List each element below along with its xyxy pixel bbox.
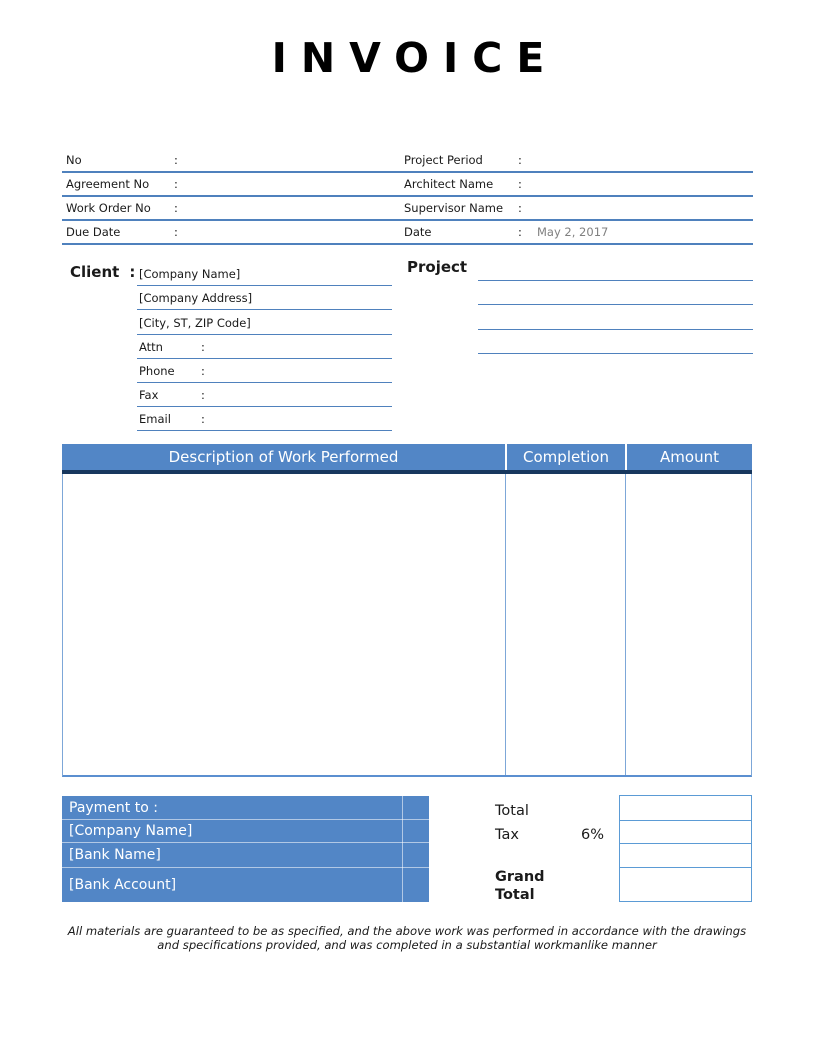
architect-name-label: Architect Name <box>404 177 494 191</box>
total-label: Total <box>495 803 529 819</box>
meta-colon: : <box>174 201 178 215</box>
attn-label: Attn <box>139 339 163 354</box>
meta-table <box>62 149 753 245</box>
project-section-label: Project <box>407 258 468 276</box>
payment-block <box>62 796 429 902</box>
client-label-text: Client <box>70 263 120 281</box>
client-field-colon: : <box>201 339 205 354</box>
no-label: No <box>66 153 82 167</box>
supervisor-name-label: Supervisor Name <box>404 201 504 215</box>
client-field-colon: : <box>201 363 205 378</box>
client-field-row <box>137 262 392 286</box>
project-fields <box>478 256 753 354</box>
meta-row <box>62 221 753 245</box>
meta-colon: : <box>518 225 522 239</box>
payment-bank-name: [Bank Name] <box>62 843 429 868</box>
client-section-label <box>70 263 135 281</box>
total-amount-box[interactable] <box>619 795 752 821</box>
agreement-no-label: Agreement No <box>66 177 150 191</box>
work-table <box>62 444 752 777</box>
project-field-line[interactable] <box>478 305 753 330</box>
disclaimer-text: All materials are guaranteed to be as specified, and the above work was performed in accordance with the drawings and specifications provided, and was completed in a substantial workmanlike manner <box>67 924 747 952</box>
completion-cell[interactable] <box>505 474 625 775</box>
totals-boxes <box>619 795 752 902</box>
meta-colon: : <box>518 201 522 215</box>
meta-colon: : <box>174 177 178 191</box>
description-cell[interactable] <box>63 474 505 775</box>
client-field-row <box>137 286 392 310</box>
email-label: Email <box>139 412 171 427</box>
blank-amount-box[interactable] <box>619 843 752 868</box>
client-company-name-label: [Company Name] <box>139 267 241 282</box>
project-field-line[interactable] <box>478 281 753 306</box>
client-colon: : <box>129 263 136 281</box>
project-period-label: Project Period <box>404 153 483 167</box>
due-date-label: Due Date <box>66 225 121 239</box>
col-header-completion: Completion <box>505 444 625 470</box>
work-order-no-label: Work Order No <box>66 201 151 215</box>
work-table-header <box>62 444 752 470</box>
meta-row <box>62 173 753 197</box>
client-field-row <box>137 407 392 431</box>
client-city-st-zip-label: [City, ST, ZIP Code] <box>139 315 251 330</box>
grand-total-amount-box[interactable] <box>619 867 752 902</box>
col-header-amount: Amount <box>625 444 752 470</box>
meta-row <box>62 149 753 173</box>
work-table-body <box>62 474 752 777</box>
project-field-line[interactable] <box>478 256 753 281</box>
meta-row <box>62 197 753 221</box>
client-field-row <box>137 335 392 359</box>
project-field-line[interactable] <box>478 330 753 355</box>
meta-colon: : <box>518 177 522 191</box>
date-label: Date <box>404 225 432 239</box>
invoice-title: INVOICE <box>271 34 559 82</box>
meta-colon: : <box>518 153 522 167</box>
client-company-address-label: [Company Address] <box>139 291 253 306</box>
meta-colon: : <box>174 225 178 239</box>
meta-colon: : <box>174 153 178 167</box>
payment-to-header: Payment to : <box>62 796 429 820</box>
client-field-row <box>137 359 392 383</box>
client-field-row <box>137 383 392 407</box>
phone-label: Phone <box>139 363 175 378</box>
amount-cell[interactable] <box>625 474 751 775</box>
client-field-row <box>137 310 392 334</box>
client-field-colon: : <box>201 388 205 403</box>
tax-amount-box[interactable] <box>619 820 752 844</box>
client-field-colon: : <box>201 412 205 427</box>
grand-total-label: Grand Total <box>495 869 545 903</box>
client-fields <box>137 262 392 431</box>
tax-label: Tax <box>495 827 519 843</box>
col-header-description: Description of Work Performed <box>168 448 399 466</box>
date-value[interactable]: May 2, 2017 <box>537 225 609 239</box>
payment-company-name: [Company Name] <box>62 820 429 843</box>
fax-label: Fax <box>139 388 159 403</box>
payment-column-divider <box>402 796 403 902</box>
payment-bank-account: [Bank Account] <box>69 877 177 893</box>
tax-rate: 6% <box>581 827 605 843</box>
